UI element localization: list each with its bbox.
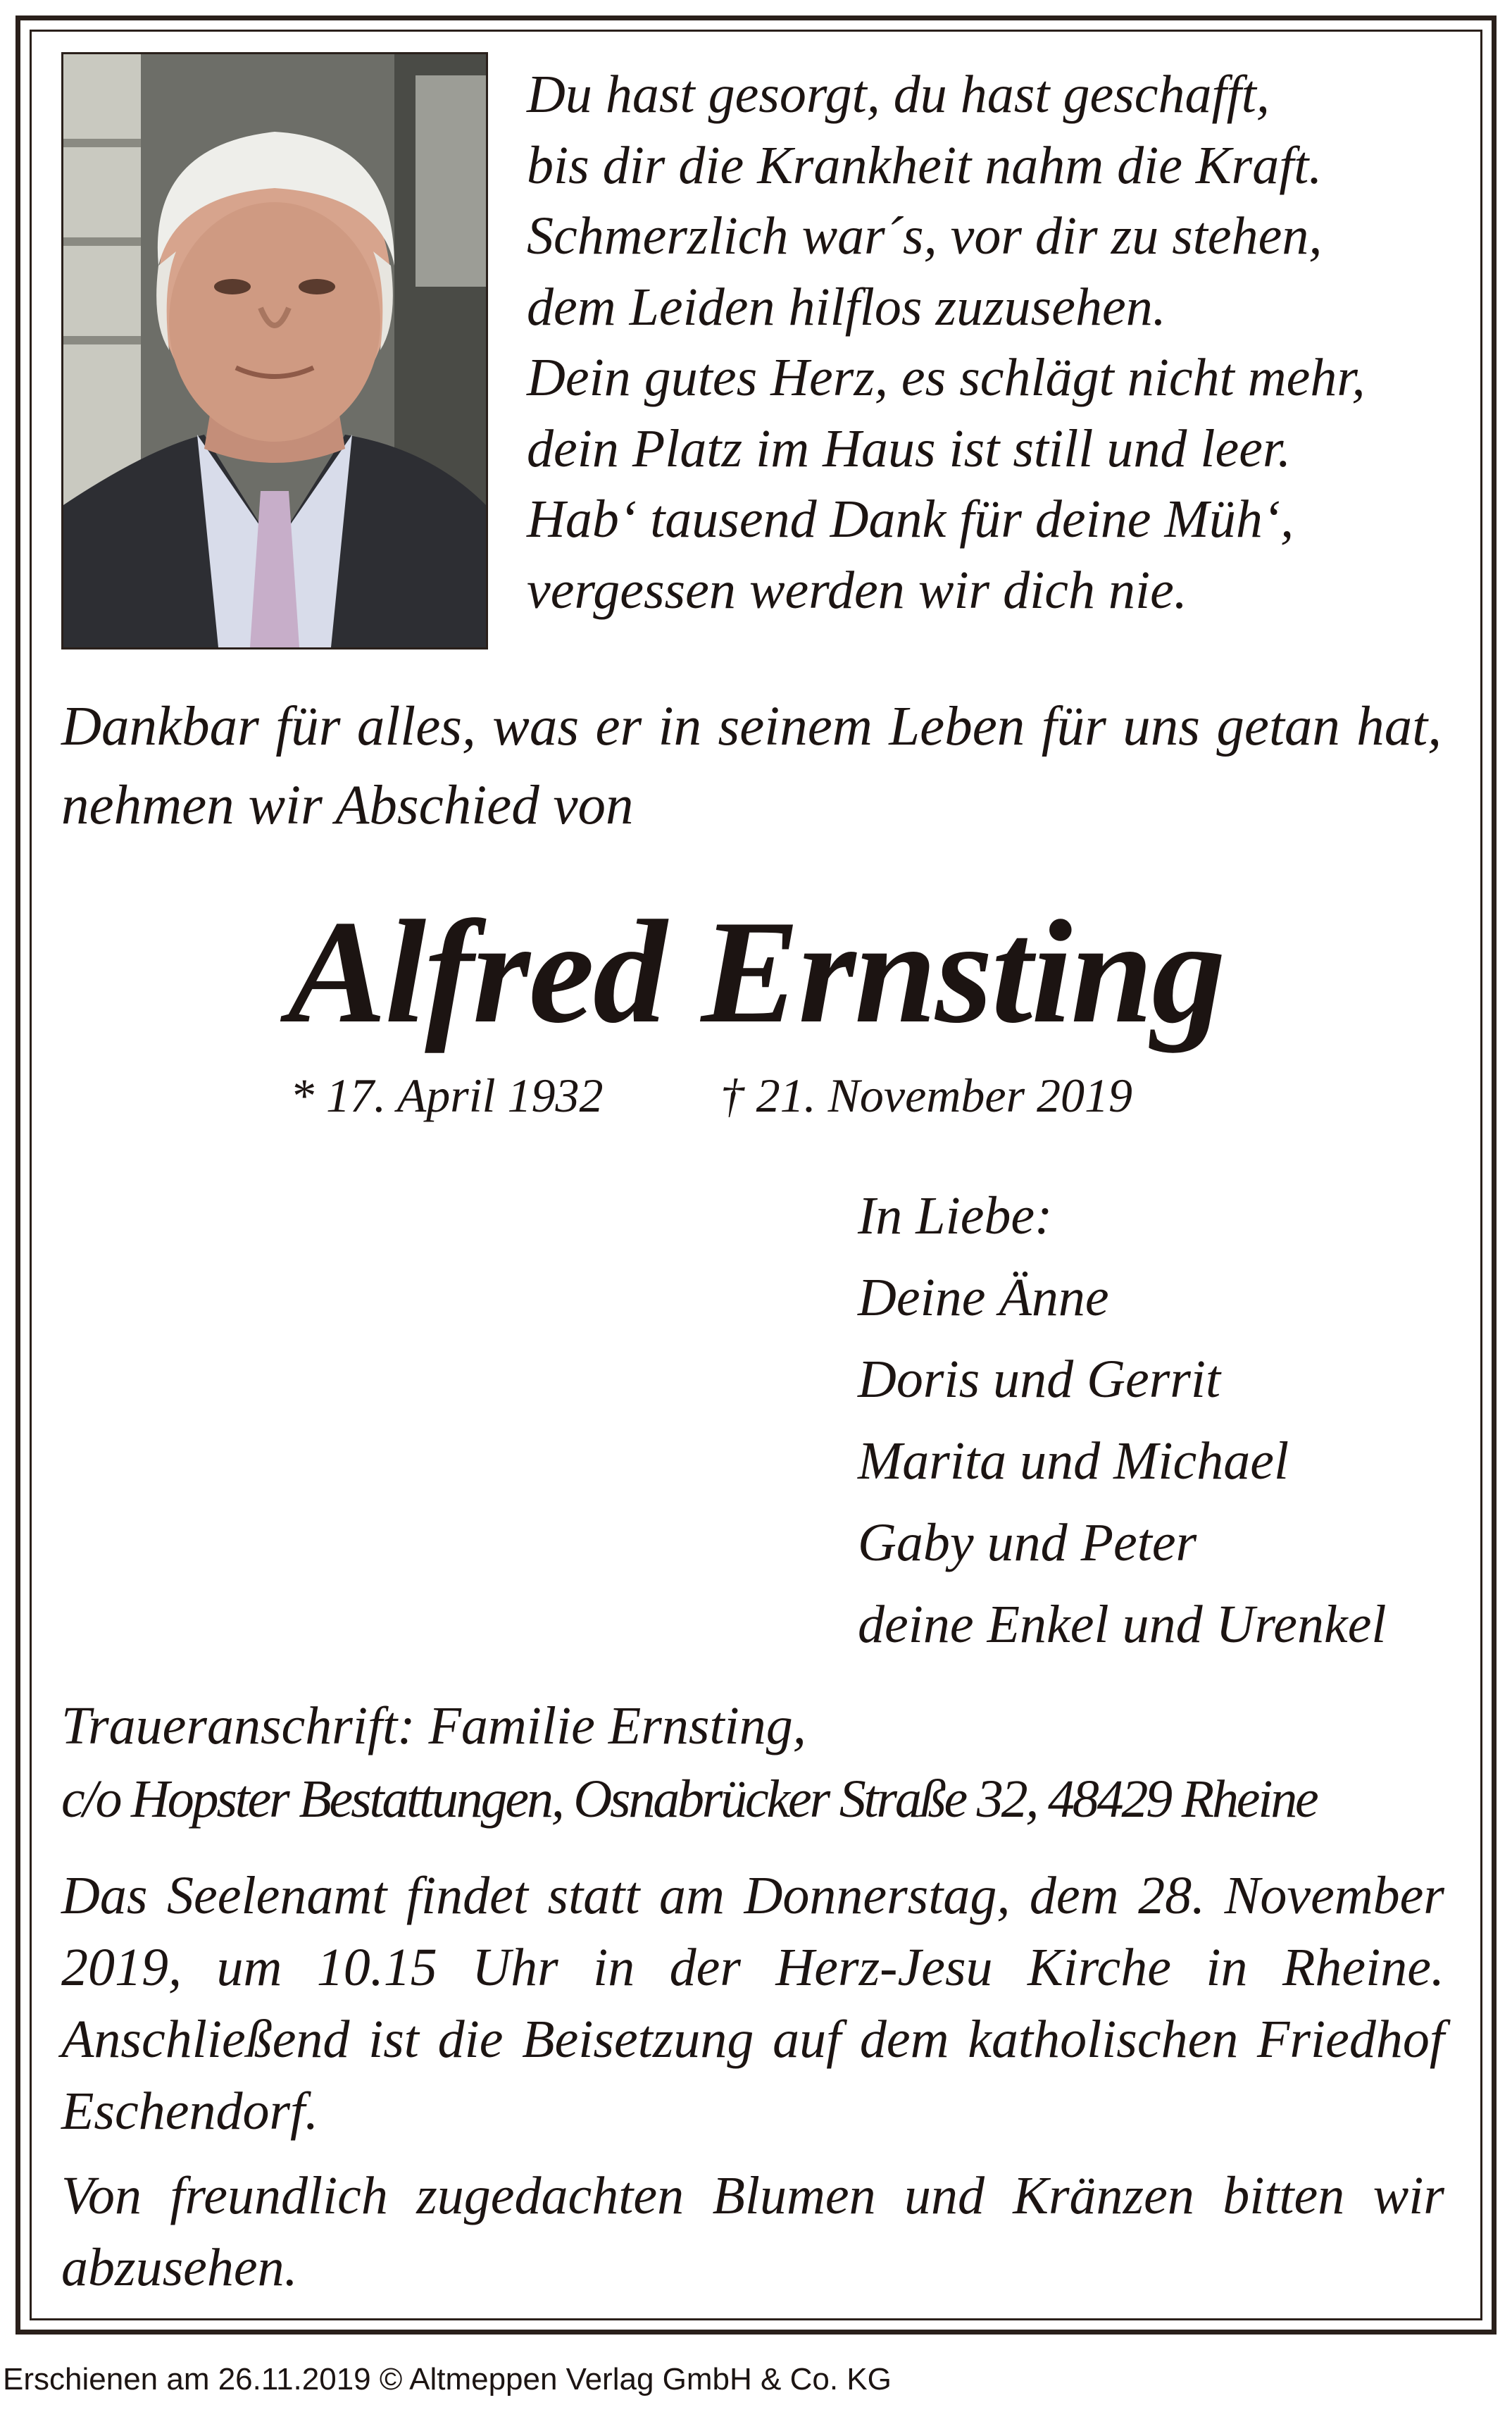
family-heading: In Liebe:: [858, 1186, 1053, 1245]
death-date: † 21. November 2019: [720, 1069, 1133, 1122]
family-list: [858, 1175, 1387, 1665]
intro-text: Dankbar für alles, was er in seinem Leben für uns getan hat, nehmen wir Abschied von: [61, 696, 1442, 836]
poem-line: dem Leiden hilflos zuzusehen.: [527, 277, 1166, 337]
family-member: Deine Änne: [858, 1268, 1109, 1327]
poem-line: vergessen werden wir dich nie.: [527, 560, 1187, 620]
family-member: Doris und Gerrit: [858, 1350, 1221, 1409]
poem: [527, 59, 1463, 626]
address-line-1: Traueranschrift: Familie Ernsting,: [61, 1696, 806, 1755]
poem-line: Schmerzlich war´s, vor dir zu stehen,: [527, 206, 1323, 266]
poem-line: Du hast gesorgt, du hast geschafft,: [527, 65, 1270, 124]
mourning-address: [61, 1689, 1456, 1836]
poem-line: Hab‘ tausend Dank für deine Müh‘,: [527, 490, 1294, 549]
portrait-illustration: [63, 54, 486, 647]
life-dates: [290, 1064, 1132, 1127]
birth-date: * 17. April 1932: [290, 1069, 604, 1122]
address-line-2: c/o Hopster Bestattungen, Osnabrücker Straße 32, 48429 Rheine: [61, 1770, 1317, 1829]
flowers-notice: Von freundlich zugedachten Blumen und Kränzen bitten wir abzusehen.: [61, 2166, 1444, 2297]
family-member: deine Enkel und Urenkel: [858, 1595, 1387, 1654]
poem-line: dein Platz im Haus ist still und leer.: [527, 418, 1292, 478]
family-member: Marita und Michael: [858, 1431, 1289, 1491]
poem-line: Dein gutes Herz, es schlägt nicht mehr,: [527, 348, 1366, 407]
publication-footer: Erschienen am 26.11.2019 © Altmeppen Verlag GmbH & Co. KG: [3, 2362, 892, 2397]
portrait-photo: [61, 52, 488, 649]
deceased-name: Alfred Ernsting: [287, 890, 1225, 1054]
service-notice: Das Seelenamt findet statt am Donnerstag, dem 28. November 2019, um 10.15 Uhr in der Herz-Jesu Kirche in Rheine. Anschließend ist die Beisetzung auf dem katholischen Friedhof Eschendorf.: [61, 1866, 1444, 2141]
poem-line: bis dir die Krankheit nahm die Kraft.: [527, 135, 1323, 195]
family-member: Gaby und Peter: [858, 1513, 1197, 1572]
